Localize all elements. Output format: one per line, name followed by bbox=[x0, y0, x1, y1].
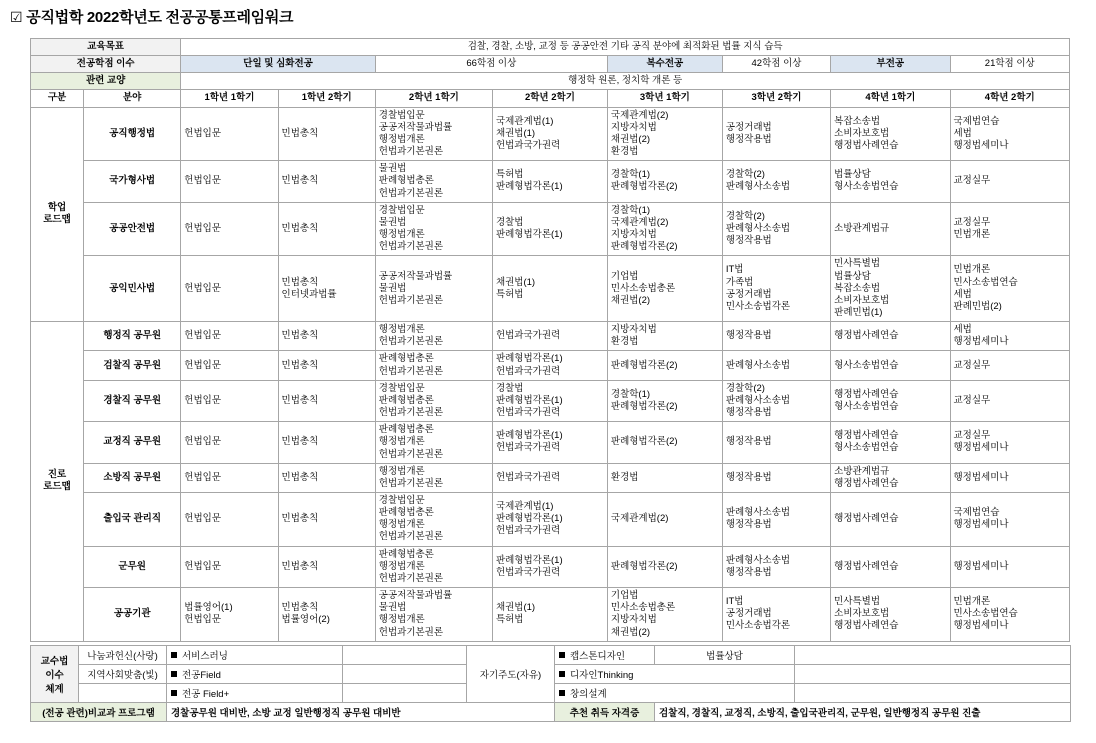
course-cell: 행정법개론 헌법과기본권론 bbox=[375, 322, 492, 351]
credit-label: 전공학점 이수 bbox=[31, 56, 181, 73]
area-label: 경찰직 공무원 bbox=[84, 380, 181, 421]
bullet-icon bbox=[171, 671, 177, 677]
course-cell: 헌법입문 bbox=[181, 422, 278, 463]
liberal-value: 행정학 원론, 정치학 개론 등 bbox=[181, 73, 1070, 90]
footer-row-0 bbox=[31, 646, 1071, 665]
liberal-row bbox=[31, 73, 1070, 90]
col-header-6: 3학년 1학기 bbox=[607, 90, 722, 107]
credit-item-name-2: 부전공 bbox=[831, 56, 950, 73]
course-cell: 민법개론 민사소송법연습 행정법세미나 bbox=[950, 588, 1070, 642]
course-cell: 경찰법입문 판례형법총론 헌법과기본권론 bbox=[375, 380, 492, 421]
area-label: 출입국 관리직 bbox=[84, 493, 181, 547]
table-row bbox=[31, 351, 1070, 380]
footer-right-label: 자기주도(자유) bbox=[467, 646, 555, 703]
course-cell: 환경법 bbox=[607, 463, 722, 492]
course-cell: 판례형법각론(1) 헌법과국가권력 bbox=[492, 546, 607, 587]
course-cell: 교정실무 bbox=[950, 351, 1070, 380]
table-row bbox=[31, 322, 1070, 351]
program-value: 경찰공무원 대비반, 소방 교정 일반행정직 공무원 대비반 bbox=[167, 703, 555, 722]
course-cell: 경찰법입문 공공저작물과법률 행정법개론 헌법과기본권론 bbox=[375, 107, 492, 161]
footer-extra-0: 법률상담 bbox=[655, 646, 795, 665]
bullet-icon bbox=[559, 652, 565, 658]
footer-label-1: 지역사회맞춤(빛) bbox=[79, 665, 167, 684]
checkbox-icon: ☑ bbox=[10, 9, 23, 25]
course-cell: 민법총칙 bbox=[278, 351, 375, 380]
course-cell: 국제관계법(1) 채권법(1) 헌법과국가권력 bbox=[492, 107, 607, 161]
course-cell: 민법총칙 bbox=[278, 422, 375, 463]
course-cell: 경찰학(2) 판례형사소송법 행정작용법 bbox=[722, 380, 830, 421]
course-cell: 행정작용법 bbox=[722, 322, 830, 351]
course-cell: 민법개론 민사소송법연습 세법 판례민법(2) bbox=[950, 256, 1070, 322]
goal-value: 검찰, 경찰, 소방, 교정 등 공공안전 기타 공직 분야에 최적화된 법률 지식 습득 bbox=[181, 39, 1070, 56]
course-cell: 소방관계법규 bbox=[831, 202, 950, 256]
course-cell: 행정법사례연습 bbox=[831, 493, 950, 547]
course-cell: 민사특별법 법률상담 복잡소송법 소비자보호법 판례민법(1) bbox=[831, 256, 950, 322]
course-cell: 헌법입문 bbox=[181, 351, 278, 380]
course-cell: 행정작용법 bbox=[722, 463, 830, 492]
col-header-7: 3학년 2학기 bbox=[722, 90, 830, 107]
course-cell: 행정법사례연습 형사소송법연습 bbox=[831, 380, 950, 421]
course-cell: 판례형법총론 행정법개론 헌법과기본권론 bbox=[375, 546, 492, 587]
course-cell: 민법총칙 bbox=[278, 161, 375, 202]
page-title-text: 공직법학 2022학년도 전공공통프레임워크 bbox=[26, 9, 294, 26]
bullet-icon bbox=[171, 652, 177, 658]
credit-item-name-1: 복수전공 bbox=[607, 56, 722, 73]
course-cell: 공공저작물과법률 물권법 헌법과기본권론 bbox=[375, 256, 492, 322]
col-header-9: 4학년 2학기 bbox=[950, 90, 1070, 107]
course-cell: 민사특별법 소비자보호법 행정법사례연습 bbox=[831, 588, 950, 642]
footer-item-1: 전공Field bbox=[167, 665, 343, 684]
bullet-icon bbox=[559, 690, 565, 696]
footer-blank-0 bbox=[343, 646, 467, 665]
course-cell: 판례형사소송법 행정작용법 bbox=[722, 493, 830, 547]
credit-item-name-0: 단일 및 심화전공 bbox=[181, 56, 376, 73]
cert-value: 검찰직, 경찰직, 교정직, 소방직, 출입국관리직, 군무원, 일반행정직 공무원 진출 bbox=[655, 703, 1071, 722]
course-cell: IT법 가족법 공정거래법 민사소송법각론 bbox=[722, 256, 830, 322]
col-header-5: 2학년 2학기 bbox=[492, 90, 607, 107]
course-cell: 경찰학(2) 판례형사소송법 행정작용법 bbox=[722, 202, 830, 256]
col-header-8: 4학년 1학기 bbox=[831, 90, 950, 107]
area-label: 국가형사법 bbox=[84, 161, 181, 202]
area-label: 행정직 공무원 bbox=[84, 322, 181, 351]
table-row bbox=[31, 256, 1070, 322]
program-label: (전공 관련)비교과 프로그램 bbox=[31, 703, 167, 722]
course-cell: 민법총칙 bbox=[278, 322, 375, 351]
goal-row bbox=[31, 39, 1070, 56]
course-cell: 민법총칙 인터넷과법률 bbox=[278, 256, 375, 322]
course-cell: 헌법입문 bbox=[181, 380, 278, 421]
course-cell: 교정실무 행정법세미나 bbox=[950, 422, 1070, 463]
liberal-label: 관련 교양 bbox=[31, 73, 181, 90]
footer-table bbox=[30, 645, 1071, 722]
course-cell: IT법 공정거래법 민사소송법각론 bbox=[722, 588, 830, 642]
area-label: 공익민사법 bbox=[84, 256, 181, 322]
table-row bbox=[31, 422, 1070, 463]
footer-right-item-1: 디자인Thinking bbox=[555, 665, 795, 684]
course-cell: 법률상담 형사소송법연습 bbox=[831, 161, 950, 202]
course-cell: 세법 행정법세미나 bbox=[950, 322, 1070, 351]
credit-item-value-2: 21학점 이상 bbox=[950, 56, 1070, 73]
area-label: 공공안전법 bbox=[84, 202, 181, 256]
course-cell: 헌법입문 bbox=[181, 161, 278, 202]
area-label: 공직행정법 bbox=[84, 107, 181, 161]
course-cell: 특허법 판례형법각론(1) bbox=[492, 161, 607, 202]
course-cell: 복잡소송법 소비자보호법 행정법사례연습 bbox=[831, 107, 950, 161]
footer-item-2: 전공 Field+ bbox=[167, 684, 343, 703]
course-cell: 판례형법각론(2) bbox=[607, 546, 722, 587]
course-cell: 경찰학(1) 판례형법각론(2) bbox=[607, 380, 722, 421]
table-row bbox=[31, 202, 1070, 256]
course-cell: 행정작용법 bbox=[722, 422, 830, 463]
area-label: 소방직 공무원 bbox=[84, 463, 181, 492]
footer-blank-right-0 bbox=[795, 646, 1071, 665]
course-cell: 국제법연습 행정법세미나 bbox=[950, 493, 1070, 547]
course-cell: 헌법입문 bbox=[181, 322, 278, 351]
credit-item-value-1: 42학점 이상 bbox=[722, 56, 830, 73]
footer-blank-1 bbox=[343, 665, 467, 684]
course-cell: 헌법입문 bbox=[181, 256, 278, 322]
footer-label-2 bbox=[79, 684, 167, 703]
footer-right-item-0: 캡스톤디자인 bbox=[555, 646, 655, 665]
course-cell: 행정법사례연습 형사소송법연습 bbox=[831, 422, 950, 463]
course-cell: 헌법입문 bbox=[181, 202, 278, 256]
group-label-0: 학업 로드맵 bbox=[31, 107, 84, 322]
course-cell: 헌법입문 bbox=[181, 463, 278, 492]
course-cell: 헌법입문 bbox=[181, 493, 278, 547]
area-label: 교정직 공무원 bbox=[84, 422, 181, 463]
course-cell: 헌법입문 bbox=[181, 546, 278, 587]
col-header-1: 분야 bbox=[84, 90, 181, 107]
footer-right-item-2: 창의설계 bbox=[555, 684, 795, 703]
course-cell: 기업법 민사소송법총론 지방자치법 채권법(2) bbox=[607, 588, 722, 642]
footer-label-0: 나눔과헌신(사랑) bbox=[79, 646, 167, 665]
course-cell: 행정법개론 헌법과기본권론 bbox=[375, 463, 492, 492]
area-label: 공공기관 bbox=[84, 588, 181, 642]
course-cell: 판례형법각론(2) bbox=[607, 422, 722, 463]
course-cell: 행정법사례연습 bbox=[831, 546, 950, 587]
table-row bbox=[31, 546, 1070, 587]
course-cell: 경찰학(1) 국제관계법(2) 지방자치법 판례형법각론(2) bbox=[607, 202, 722, 256]
table-row bbox=[31, 380, 1070, 421]
course-cell: 판례형법총론 행정법개론 헌법과기본권론 bbox=[375, 422, 492, 463]
table-row bbox=[31, 161, 1070, 202]
goal-label: 교육목표 bbox=[31, 39, 181, 56]
page-title bbox=[10, 6, 293, 27]
course-cell: 경찰법입문 판례형법총론 행정법개론 헌법과기본권론 bbox=[375, 493, 492, 547]
col-header-0: 구분 bbox=[31, 90, 84, 107]
area-label: 검찰직 공무원 bbox=[84, 351, 181, 380]
course-cell: 경찰법 판례형법각론(1) 헌법과국가권력 bbox=[492, 380, 607, 421]
course-cell: 국제관계법(2) bbox=[607, 493, 722, 547]
table-row bbox=[31, 493, 1070, 547]
table-row bbox=[31, 107, 1070, 161]
footer-program-row bbox=[31, 703, 1071, 722]
course-cell: 교정실무 bbox=[950, 380, 1070, 421]
area-label: 군무원 bbox=[84, 546, 181, 587]
bullet-icon bbox=[171, 690, 177, 696]
course-cell: 경찰학(1) 판례형법각론(2) bbox=[607, 161, 722, 202]
course-cell: 교정실무 bbox=[950, 161, 1070, 202]
course-cell: 교정실무 민법개론 bbox=[950, 202, 1070, 256]
course-cell: 공공저작물과법률 물권법 행정법개론 헌법과기본권론 bbox=[375, 588, 492, 642]
course-cell: 민법총칙 bbox=[278, 493, 375, 547]
course-cell: 기업법 민사소송법총론 채권법(2) bbox=[607, 256, 722, 322]
course-cell: 경찰학(2) 판례형사소송법 bbox=[722, 161, 830, 202]
course-cell: 경찰법 판례형법각론(1) bbox=[492, 202, 607, 256]
course-cell: 형사소송법연습 bbox=[831, 351, 950, 380]
course-cell: 국제관계법(2) 지방자치법 채권법(2) 환경법 bbox=[607, 107, 722, 161]
footer-left-label: 교수법 이수 체계 bbox=[31, 646, 79, 703]
course-cell: 행정법세미나 bbox=[950, 463, 1070, 492]
col-header-2: 1학년 1학기 bbox=[181, 90, 278, 107]
course-cell: 판례형법각론(1) 헌법과국가권력 bbox=[492, 351, 607, 380]
credit-item-value-0: 66학점 이상 bbox=[375, 56, 607, 73]
course-cell: 채권법(1) 특허법 bbox=[492, 588, 607, 642]
course-cell: 헌법입문 bbox=[181, 107, 278, 161]
credit-row bbox=[31, 56, 1070, 73]
course-cell: 판례형사소송법 bbox=[722, 351, 830, 380]
column-header-row bbox=[31, 90, 1070, 107]
course-cell: 공정거래법 행정작용법 bbox=[722, 107, 830, 161]
footer-item-0: 서비스러닝 bbox=[167, 646, 343, 665]
course-cell: 국제관계법(1) 판례형법각론(1) 헌법과국가권력 bbox=[492, 493, 607, 547]
course-cell: 채권법(1) 특허법 bbox=[492, 256, 607, 322]
footer-blank-right-1 bbox=[795, 665, 1071, 684]
course-cell: 국제법연습 세법 행정법세미나 bbox=[950, 107, 1070, 161]
course-cell: 민법총칙 bbox=[278, 107, 375, 161]
course-cell: 헌법과국가권력 bbox=[492, 322, 607, 351]
cert-label: 추천 취득 자격증 bbox=[555, 703, 655, 722]
table-row bbox=[31, 463, 1070, 492]
footer-blank-2 bbox=[343, 684, 467, 703]
course-cell: 행정법세미나 bbox=[950, 546, 1070, 587]
footer-blank-right-2 bbox=[795, 684, 1071, 703]
course-cell: 헌법과국가권력 bbox=[492, 463, 607, 492]
course-cell: 법률영어(1) 헌법입문 bbox=[181, 588, 278, 642]
bullet-icon bbox=[559, 671, 565, 677]
course-cell: 민법총칙 법률영어(2) bbox=[278, 588, 375, 642]
course-cell: 지방자치법 환경법 bbox=[607, 322, 722, 351]
group-label-1: 진로 로드맵 bbox=[31, 322, 84, 642]
course-cell: 판례형사소송법 행정작용법 bbox=[722, 546, 830, 587]
course-cell: 판례형법각론(2) bbox=[607, 351, 722, 380]
course-cell: 행정법사례연습 bbox=[831, 322, 950, 351]
col-header-4: 2학년 1학기 bbox=[375, 90, 492, 107]
framework-table bbox=[30, 38, 1070, 642]
table-row bbox=[31, 588, 1070, 642]
course-cell: 판례형법각론(1) 헌법과국가권력 bbox=[492, 422, 607, 463]
course-cell: 경찰법입문 물권법 행정법개론 헌법과기본권론 bbox=[375, 202, 492, 256]
course-cell: 민법총칙 bbox=[278, 202, 375, 256]
course-cell: 민법총칙 bbox=[278, 380, 375, 421]
course-cell: 판례형법총론 헌법과기본권론 bbox=[375, 351, 492, 380]
course-cell: 민법총칙 bbox=[278, 463, 375, 492]
course-cell: 소방관계법규 행정법사례연습 bbox=[831, 463, 950, 492]
course-cell: 물권법 판례형법총론 헌법과기본권론 bbox=[375, 161, 492, 202]
col-header-3: 1학년 2학기 bbox=[278, 90, 375, 107]
course-cell: 민법총칙 bbox=[278, 546, 375, 587]
